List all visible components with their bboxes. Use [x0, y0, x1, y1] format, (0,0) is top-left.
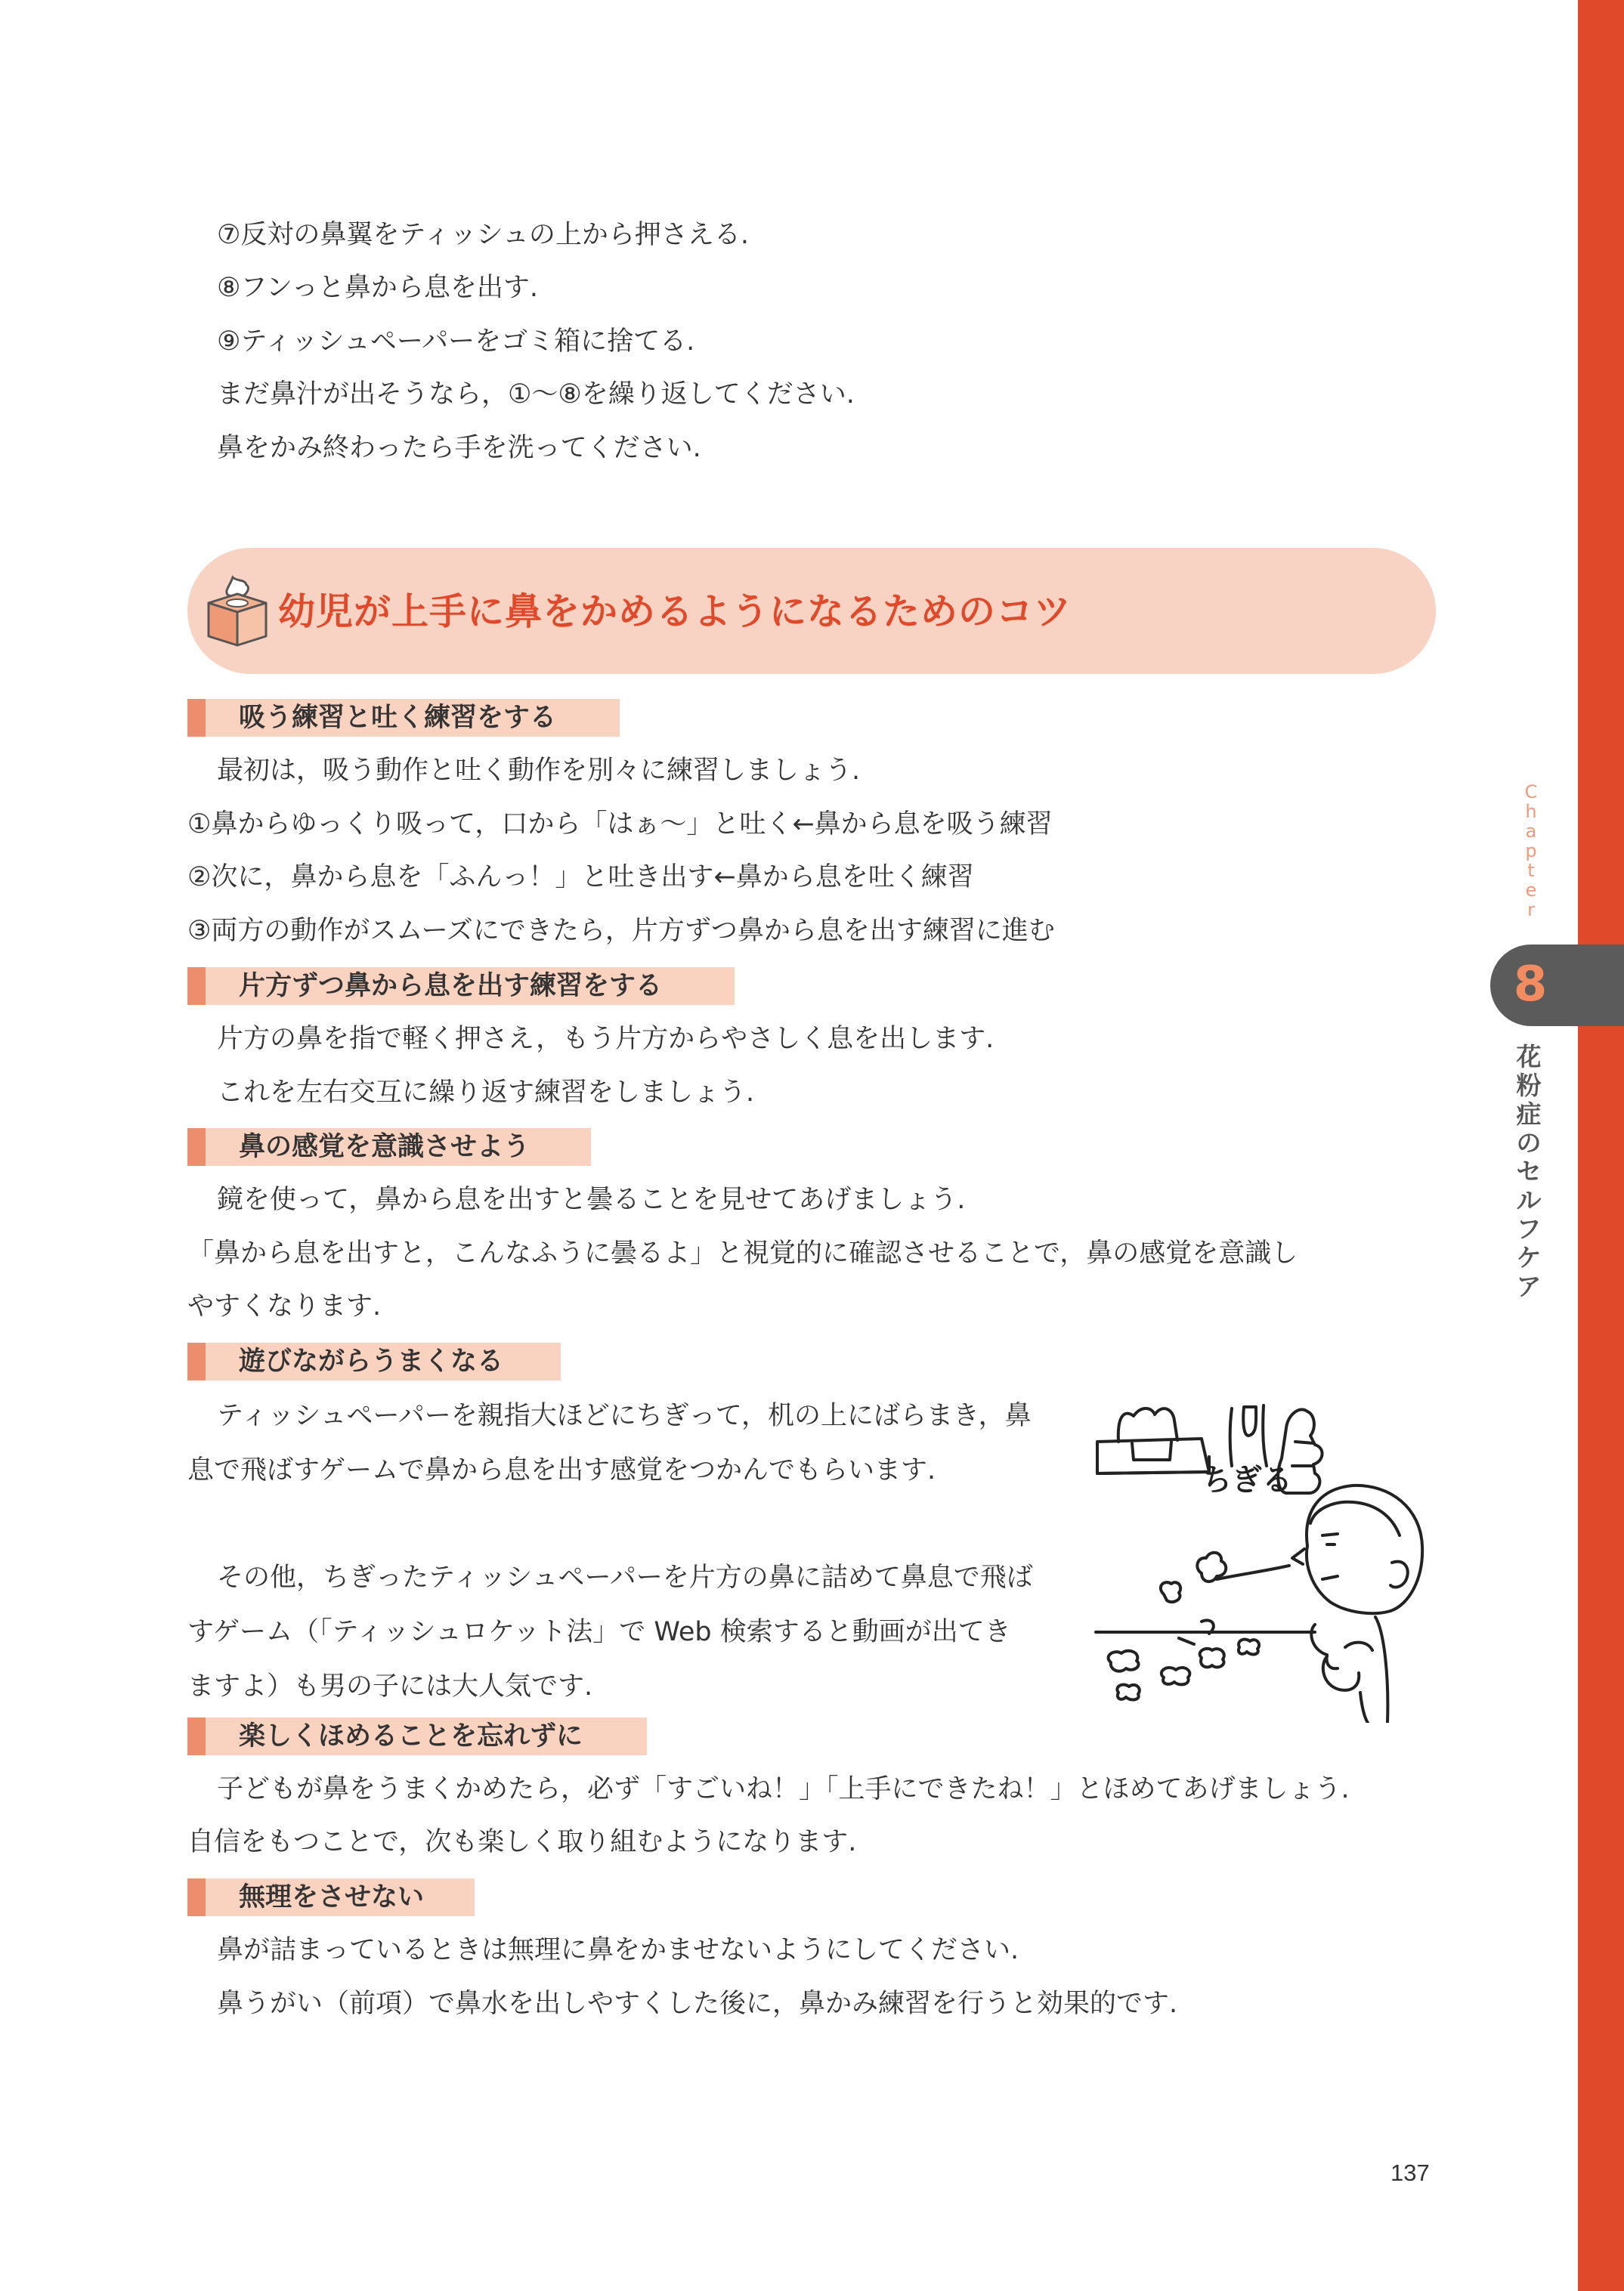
chapter-title-char: セ: [1516, 1157, 1542, 1186]
chapter-tab: [1490, 945, 1624, 1026]
chapter-title-char: フ: [1516, 1214, 1542, 1244]
body-line: 片方の鼻を指で軽く押さえ，もう片方からやさしく息を出します.: [217, 1024, 995, 1054]
subheading-marker: [187, 1128, 206, 1166]
subheading-no-force: [187, 1878, 475, 1916]
body-line: 子どもが鼻をうまくかめたら，必ず「すごいね！」「上手にできたね！」とほめてあげましょう.: [217, 1774, 1350, 1804]
subheading-marker: [187, 1878, 206, 1916]
chapter-word-letter: a: [1525, 821, 1537, 842]
body-line: ③両方の動作がスムーズにできたら，片方ずつ鼻から息を出す練習に進む: [187, 916, 1055, 946]
chapter-title-vertical: [1514, 1043, 1544, 1301]
body-line: ①鼻からゆっくり吸って，口から「はぁ〜」と吐く←鼻から息を吸う練習: [187, 809, 1053, 839]
chapter-title-char: の: [1516, 1128, 1542, 1158]
subheading-one-side: [187, 967, 735, 1005]
tissue-box-icon: [203, 573, 272, 648]
page-number: 137: [1390, 2160, 1430, 2186]
body-paragraph: その他，ちぎったティッシュペーパーを片方の鼻に詰めて鼻息で飛ばすゲーム（「ティッシュロケット法」で Web 検索すると動画が出てきますよ）も男の子には大人気です.: [187, 1563, 1033, 1702]
subheading-marker: [187, 967, 206, 1005]
body-line: これを左右交互に繰り返す練習をしましょう.: [217, 1077, 755, 1108]
body-line: やすくなります.: [187, 1291, 382, 1322]
chapter-word-letter: e: [1525, 880, 1537, 901]
illustration-caption: ちぎる: [1202, 1463, 1292, 1498]
subheading-text: 遊びながらうまくなる: [239, 1346, 504, 1377]
chapter-title-char: 花: [1516, 1042, 1542, 1071]
body-line: 最初は，吸う動作と吐く動作を別々に練習しましょう.: [217, 756, 861, 786]
chapter-title-char: 症: [1516, 1099, 1542, 1129]
chapter-word-letter: p: [1525, 840, 1537, 861]
chapter-word-vertical: [1516, 782, 1546, 920]
chapter-title-char: 粉: [1516, 1071, 1542, 1100]
chapter-word-letter: C: [1524, 781, 1538, 802]
subheading-marker: [187, 699, 206, 737]
subheading-play: [187, 1343, 561, 1380]
intro-line-repeat: まだ鼻汁が出そうなら，①〜⑧を繰り返してください.: [217, 379, 855, 410]
subheading-text: 鼻の感覚を意識させよう: [239, 1132, 531, 1162]
intro-line-8: ⑧フンっと鼻から息を出す.: [217, 273, 539, 303]
chapter-word-letter: r: [1527, 899, 1535, 920]
subheading-nose-sense: [187, 1128, 591, 1166]
body-line: 自信をもつことで，次も楽しく取り組むようになります.: [187, 1827, 857, 1857]
body-line: ②次に，鼻から息を「ふんっ！」と吐き出す←鼻から息を吐く練習: [187, 862, 974, 892]
subheading-marker: [187, 1343, 206, 1380]
chapter-word-letter: t: [1527, 860, 1535, 881]
intro-line-9: ⑨ティッシュペーパーをゴミ箱に捨てる.: [217, 326, 695, 357]
subheading-text: 無理をさせない: [239, 1882, 425, 1912]
intro-line-wash: 鼻をかみ終わったら手を洗ってください.: [217, 433, 701, 463]
subheading-text: 片方ずつ鼻から息を出す練習をする: [239, 971, 663, 1001]
chapter-number: 8: [1513, 957, 1548, 1013]
body-line: 鼻うがい（前項）で鼻水を出しやすくした後に，鼻かみ練習を行うと効果的です.: [217, 1989, 1178, 2019]
subheading-text: 吸う練習と吐く練習をする: [239, 703, 557, 733]
subheading-praise: [187, 1717, 647, 1755]
body-paragraph: ティッシュペーパーを親指大ほどにちぎって，机の上にばらまき，鼻息で飛ばすゲームで鼻から息を出す感覚をつかんでもらいます.: [187, 1401, 1032, 1486]
chapter-word-letter: h: [1525, 801, 1537, 822]
intro-line-7: ⑦反対の鼻翼をティッシュの上から押さえる.: [217, 220, 750, 250]
chapter-side-bar: [1578, 0, 1624, 2291]
chapter-title-char: ケ: [1516, 1243, 1542, 1272]
subheading-text: 楽しくほめることを忘れずに: [239, 1721, 583, 1751]
section-title: 幼児が上手に鼻をかめるようになるためのコツ: [278, 590, 1072, 633]
body-line: 「鼻から息を出すと，こんなふうに曇るよ」と視覚的に確認させることで，鼻の感覚を意識し: [187, 1238, 1298, 1269]
child-blowing-tissue-illustration: [1088, 1360, 1443, 1723]
body-line: 鏡を使って，鼻から息を出すと曇ることを見せてあげましょう.: [217, 1185, 966, 1215]
body-line: 鼻が詰まっているときは無理に鼻をかませないようにしてください.: [217, 1935, 1019, 1965]
subheading-marker: [187, 1717, 206, 1755]
subheading-inhale-exhale: [187, 699, 620, 737]
chapter-title-char: ア: [1516, 1272, 1542, 1301]
chapter-title-char: ル: [1516, 1186, 1542, 1215]
